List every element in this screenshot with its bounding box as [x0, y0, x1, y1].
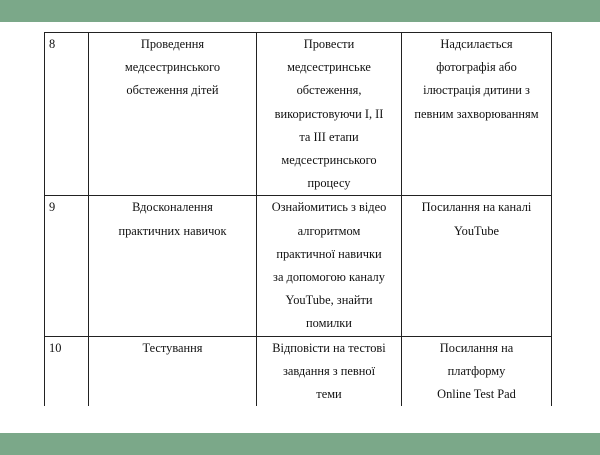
- row-number: 8: [45, 33, 89, 196]
- table-row: [45, 33, 552, 196]
- row-number: 10: [45, 336, 89, 406]
- action-cell: Провести медсестринське обстеження, використовуючи І, ІІ та ІІІ етапи медсестринського процесу: [257, 33, 402, 196]
- action-cell: Ознайомитись з відео алгоритмом практичної навички за допомогою каналу YouTube, знайти помилки: [257, 196, 402, 336]
- resource-cell: Посилання на платформу Online Test Pad: [402, 336, 552, 406]
- task-cell: Проведення медсестринського обстеження дітей: [89, 33, 257, 196]
- table-row: [45, 336, 552, 406]
- table-row: [45, 196, 552, 336]
- top-green-band: [0, 0, 600, 22]
- row-number: 9: [45, 196, 89, 336]
- resource-cell: Посилання на каналі YouTube: [402, 196, 552, 336]
- task-cell: Вдосконалення практичних навичок: [89, 196, 257, 336]
- bottom-green-band: [0, 433, 600, 455]
- resource-cell: Надсилається фотографія або ілюстрація дитини з певним захворюванням: [402, 33, 552, 196]
- activities-table: [44, 32, 552, 406]
- document-page: [0, 22, 600, 433]
- action-cell: Відповісти на тестові завдання з певної теми: [257, 336, 402, 406]
- task-cell: Тестування: [89, 336, 257, 406]
